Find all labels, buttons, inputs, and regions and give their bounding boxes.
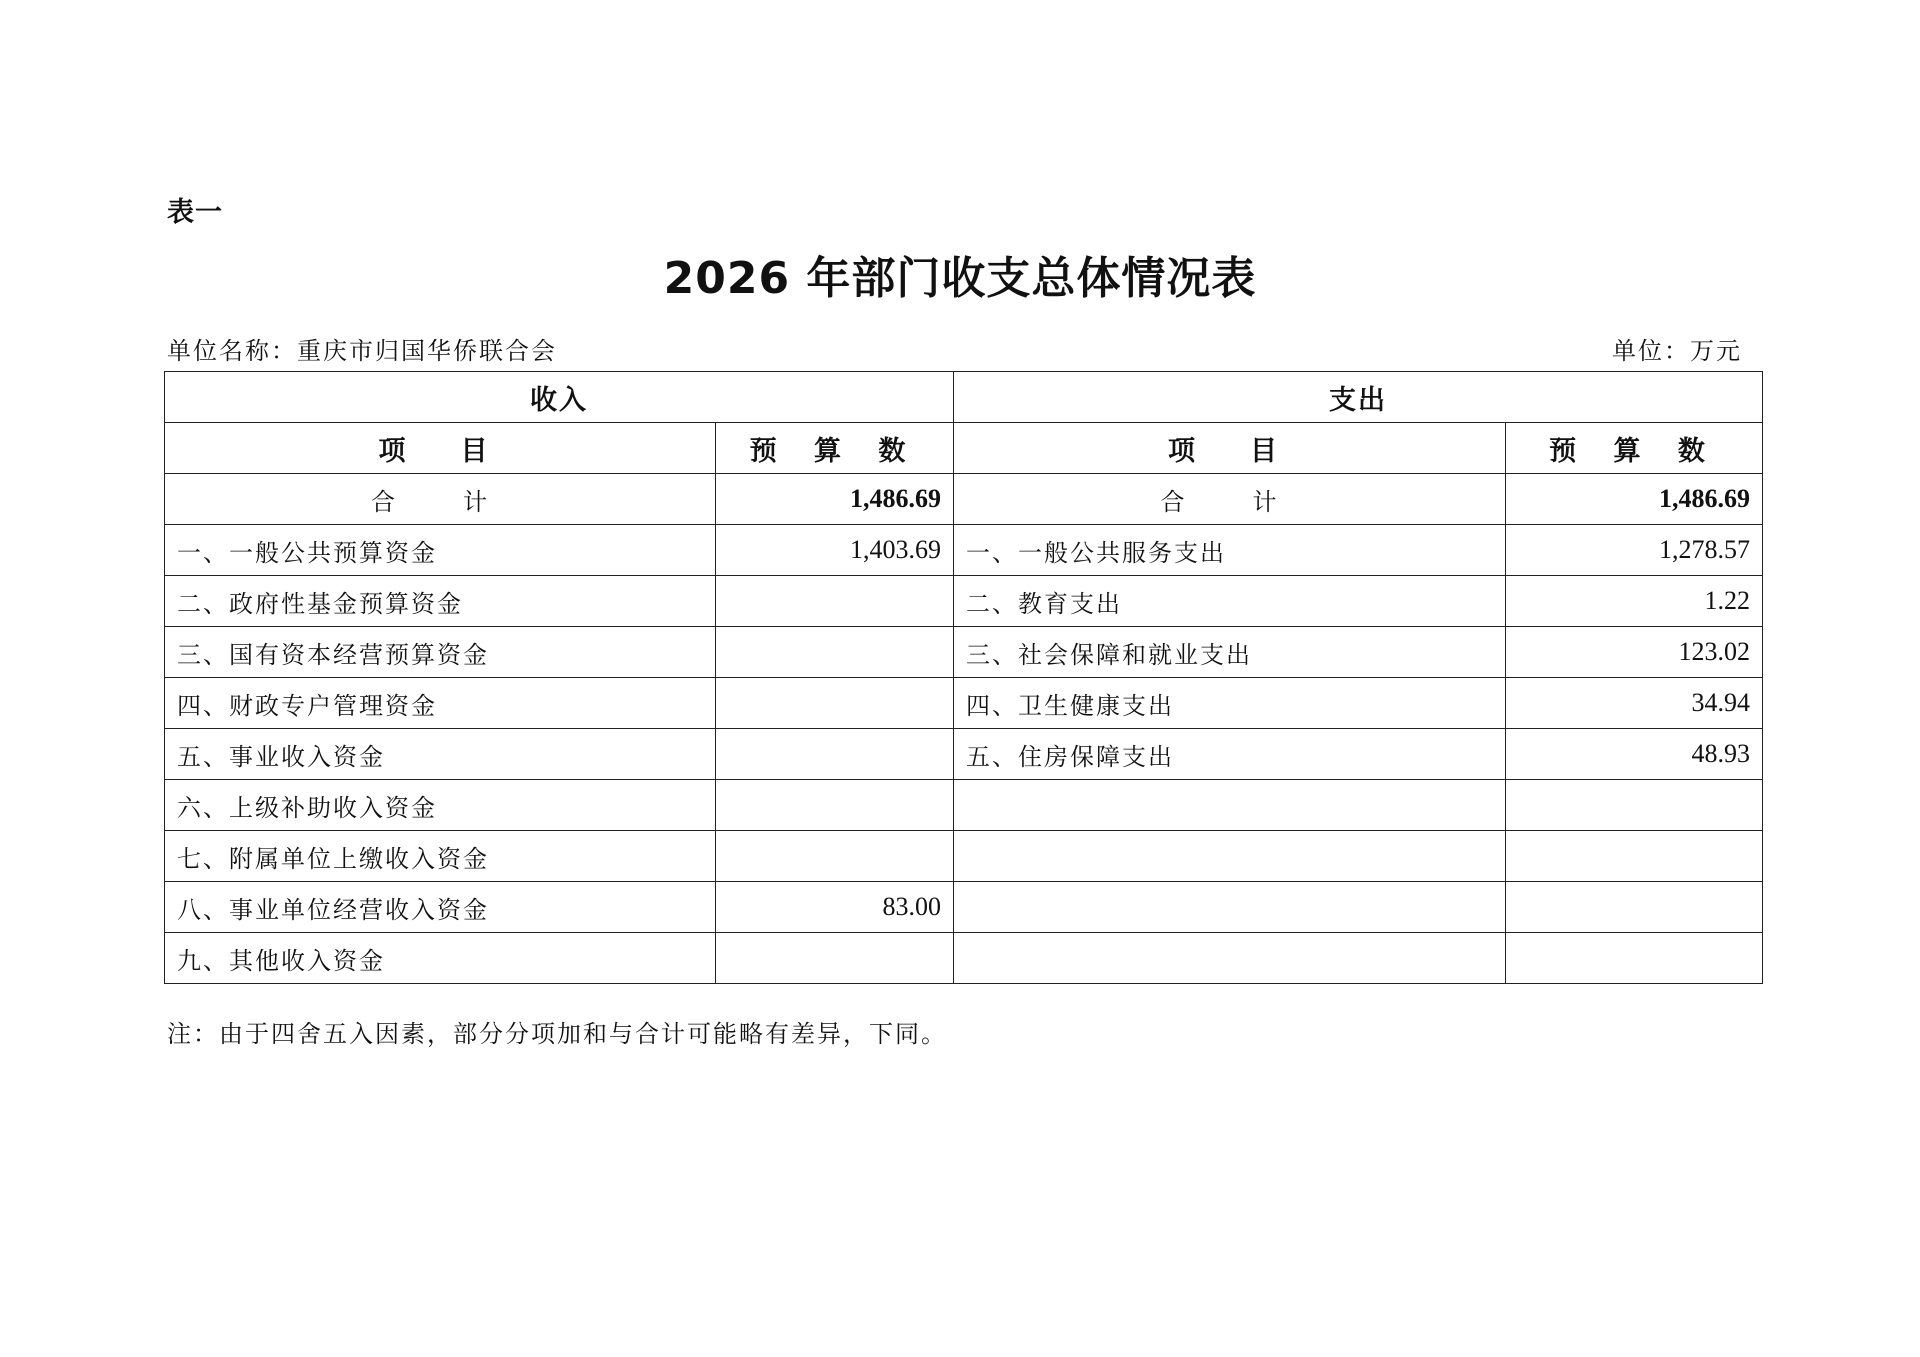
income-value-cell [716,831,954,882]
footnote: 注：由于四舍五入因素，部分分项加和与合计可能略有差异，下同。 [167,1020,947,1048]
income-value-cell [716,678,954,729]
expense-value-cell: 1.22 [1506,576,1763,627]
page-title: 2026 年部门收支总体情况表 [663,253,1257,304]
expense-value-cell [1506,882,1763,933]
income-value-cell [716,576,954,627]
expense-item-cell [954,882,1506,933]
expense-value-cell: 48.93 [1506,729,1763,780]
expense-item-cell: 五、住房保障支出 [954,729,1506,780]
income-item-cell: 三、国有资本经营预算资金 [165,627,716,678]
total-row [165,474,1763,525]
expense-header: 支出 [954,372,1763,423]
expense-item-cell: 三、社会保障和就业支出 [954,627,1506,678]
income-budget-header: 预 算 数 [716,423,954,474]
section-header-row [165,372,1763,423]
table-label: 表一 [167,197,223,228]
income-value-cell: 83.00 [716,882,954,933]
income-item-cell: 一、一般公共预算资金 [165,525,716,576]
expense-value-cell [1506,933,1763,984]
expense-value-cell [1506,780,1763,831]
income-item-cell: 二、政府性基金预算资金 [165,576,716,627]
unit-label: 单位：万元 [1612,337,1742,365]
unit-name: 单位名称：重庆市归国华侨联合会 [167,337,557,365]
income-total-label: 合 计 [165,474,716,525]
income-value-cell [716,729,954,780]
table-row [165,576,1763,627]
income-value-cell [716,933,954,984]
expense-item-cell [954,780,1506,831]
expense-budget-header: 预 算 数 [1506,423,1763,474]
income-item-cell: 九、其他收入资金 [165,933,716,984]
expense-value-cell: 123.02 [1506,627,1763,678]
table-row [165,678,1763,729]
income-item-header: 项 目 [165,423,716,474]
income-total-value: 1,486.69 [716,474,954,525]
table-row [165,933,1763,984]
expense-item-cell [954,831,1506,882]
expense-item-cell: 二、教育支出 [954,576,1506,627]
table-row [165,882,1763,933]
table-row [165,831,1763,882]
expense-value-cell [1506,831,1763,882]
income-value-cell: 1,403.69 [716,525,954,576]
expense-item-cell: 四、卫生健康支出 [954,678,1506,729]
expense-item-cell [954,933,1506,984]
income-value-cell [716,627,954,678]
table-row [165,627,1763,678]
income-item-cell: 五、事业收入资金 [165,729,716,780]
table-row [165,780,1763,831]
expense-value-cell: 34.94 [1506,678,1763,729]
expense-value-cell: 1,278.57 [1506,525,1763,576]
table-row [165,729,1763,780]
income-item-cell: 七、附属单位上缴收入资金 [165,831,716,882]
income-item-cell: 四、财政专户管理资金 [165,678,716,729]
expense-total-label: 合 计 [954,474,1506,525]
income-item-cell: 八、事业单位经营收入资金 [165,882,716,933]
budget-table [164,371,1763,984]
income-header: 收入 [165,372,954,423]
income-item-cell: 六、上级补助收入资金 [165,780,716,831]
column-header-row [165,423,1763,474]
expense-item-cell: 一、一般公共服务支出 [954,525,1506,576]
expense-item-header: 项 目 [954,423,1506,474]
expense-total-value: 1,486.69 [1506,474,1763,525]
table-row [165,525,1763,576]
income-value-cell [716,780,954,831]
